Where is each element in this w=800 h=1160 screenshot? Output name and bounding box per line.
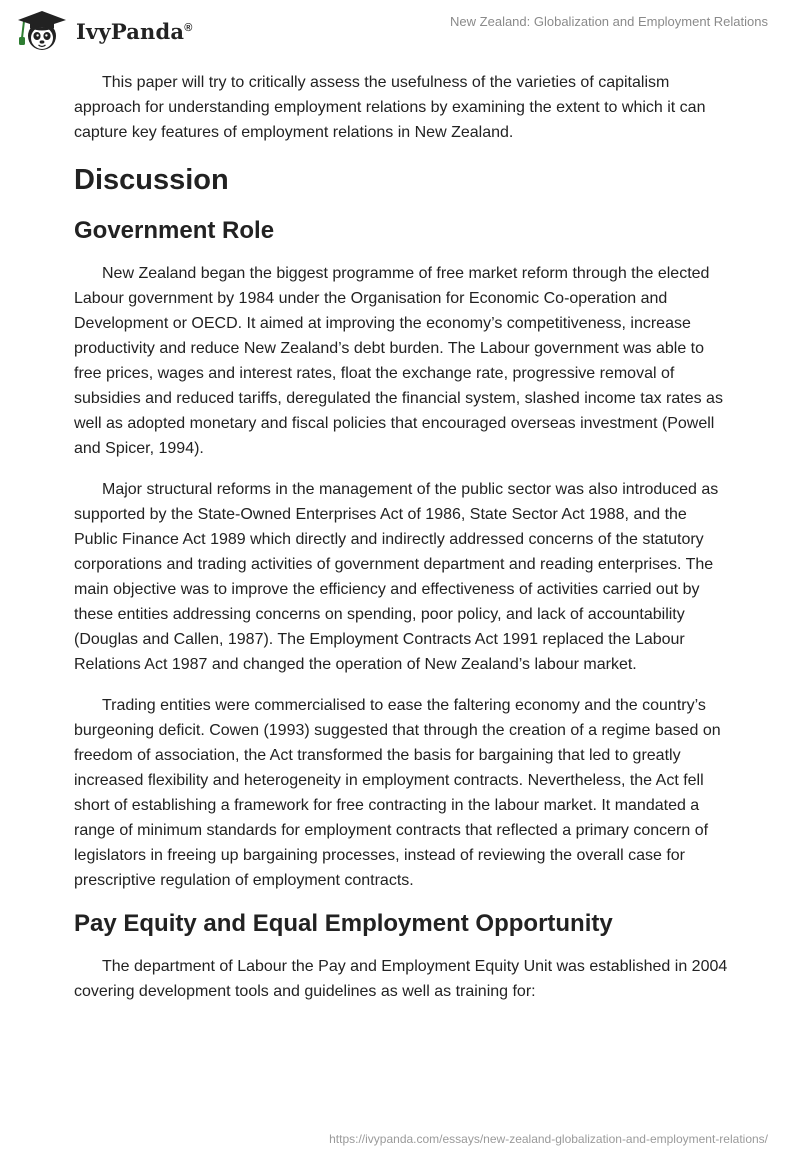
government-role-paragraph-1: New Zealand began the biggest programme of free market reform through the elected Labour government by 1984 under the Organisation for Economic Co-operation and Development or OECD. It aimed at improving the economy’s competitiveness, increase productivity and reduce New Zealand’s debt burden. The Labour government was able to free prices, wages and interest rates, float the exchange rate, progressive removal of subsidies and reduced tariffs, deregulated the financial system, slashed income tax rates as well as adopted monetary and fiscal policies that encouraged overseas investment (Powell and Spicer, 1994). bbox=[74, 265, 723, 457]
registered-mark: ® bbox=[184, 21, 193, 34]
government-role-paragraph-3: Trading entities were commercialised to ease the faltering economy and the country’s burgeoning deficit. Cowen (1993) suggested that through the creation of a regime based on freedom of association, the Act transformed the basis for bargaining that led to greatly increased flexibility and heterogeneity in employment contracts. Nevertheless, the Act fell short of establishing a framework for free contracting in the labour market. It mandated a range of minimum standards for employment contracts that reflected a primary concern of legislators in freeing up bargaining processes, instead of reviewing the overall case for prescriptive regulation of employment contracts. bbox=[74, 697, 721, 889]
panda-graduation-cap-icon bbox=[14, 8, 70, 54]
page-header bbox=[0, 0, 800, 60]
brand-name bbox=[76, 19, 193, 44]
pay-equity-paragraph-1: The department of Labour the Pay and Employment Equity Unit was established in 2004 covering development tools and guidelines as well as training for: bbox=[74, 958, 728, 1000]
intro-paragraph: This paper will try to critically assess the usefulness of the varieties of capitalism approach for understanding employment relations by examining the extent to which it can capture key features of employment relations in New Zealand. bbox=[74, 74, 706, 141]
ivypanda-logo[interactable] bbox=[14, 8, 193, 54]
pay-equity-heading: Pay Equity and Equal Employment Opportunity bbox=[74, 910, 613, 937]
discussion-heading: Discussion bbox=[74, 164, 229, 196]
brand-name-text: IvyPanda bbox=[76, 18, 185, 44]
source-url[interactable]: https://ivypanda.com/essays/new-zealand-globalization-and-employment-relations/ bbox=[329, 1132, 768, 1146]
document-title: New Zealand: Globalization and Employment Relations bbox=[450, 14, 768, 29]
government-role-paragraph-2: Major structural reforms in the management of the public sector was also introduced as supported by the State-Owned Enterprises Act of 1986, State Sector Act 1988, and the Public Finance Act 1989 which directly and indirectly addressed concerns of the statutory corporations and trading activities of government department and reading enterprises. The main objective was to improve the efficiency and effectiveness of activities carried out by these entities addressing concerns on spending, poor policy, and lack of accountability (Douglas and Callen, 1987). The Employment Contracts Act 1991 replaced the Labour Relations Act 1987 and changed the operation of New Zealand’s labour market. bbox=[74, 481, 719, 673]
government-role-heading: Government Role bbox=[74, 217, 275, 244]
essay-content bbox=[74, 70, 734, 1020]
